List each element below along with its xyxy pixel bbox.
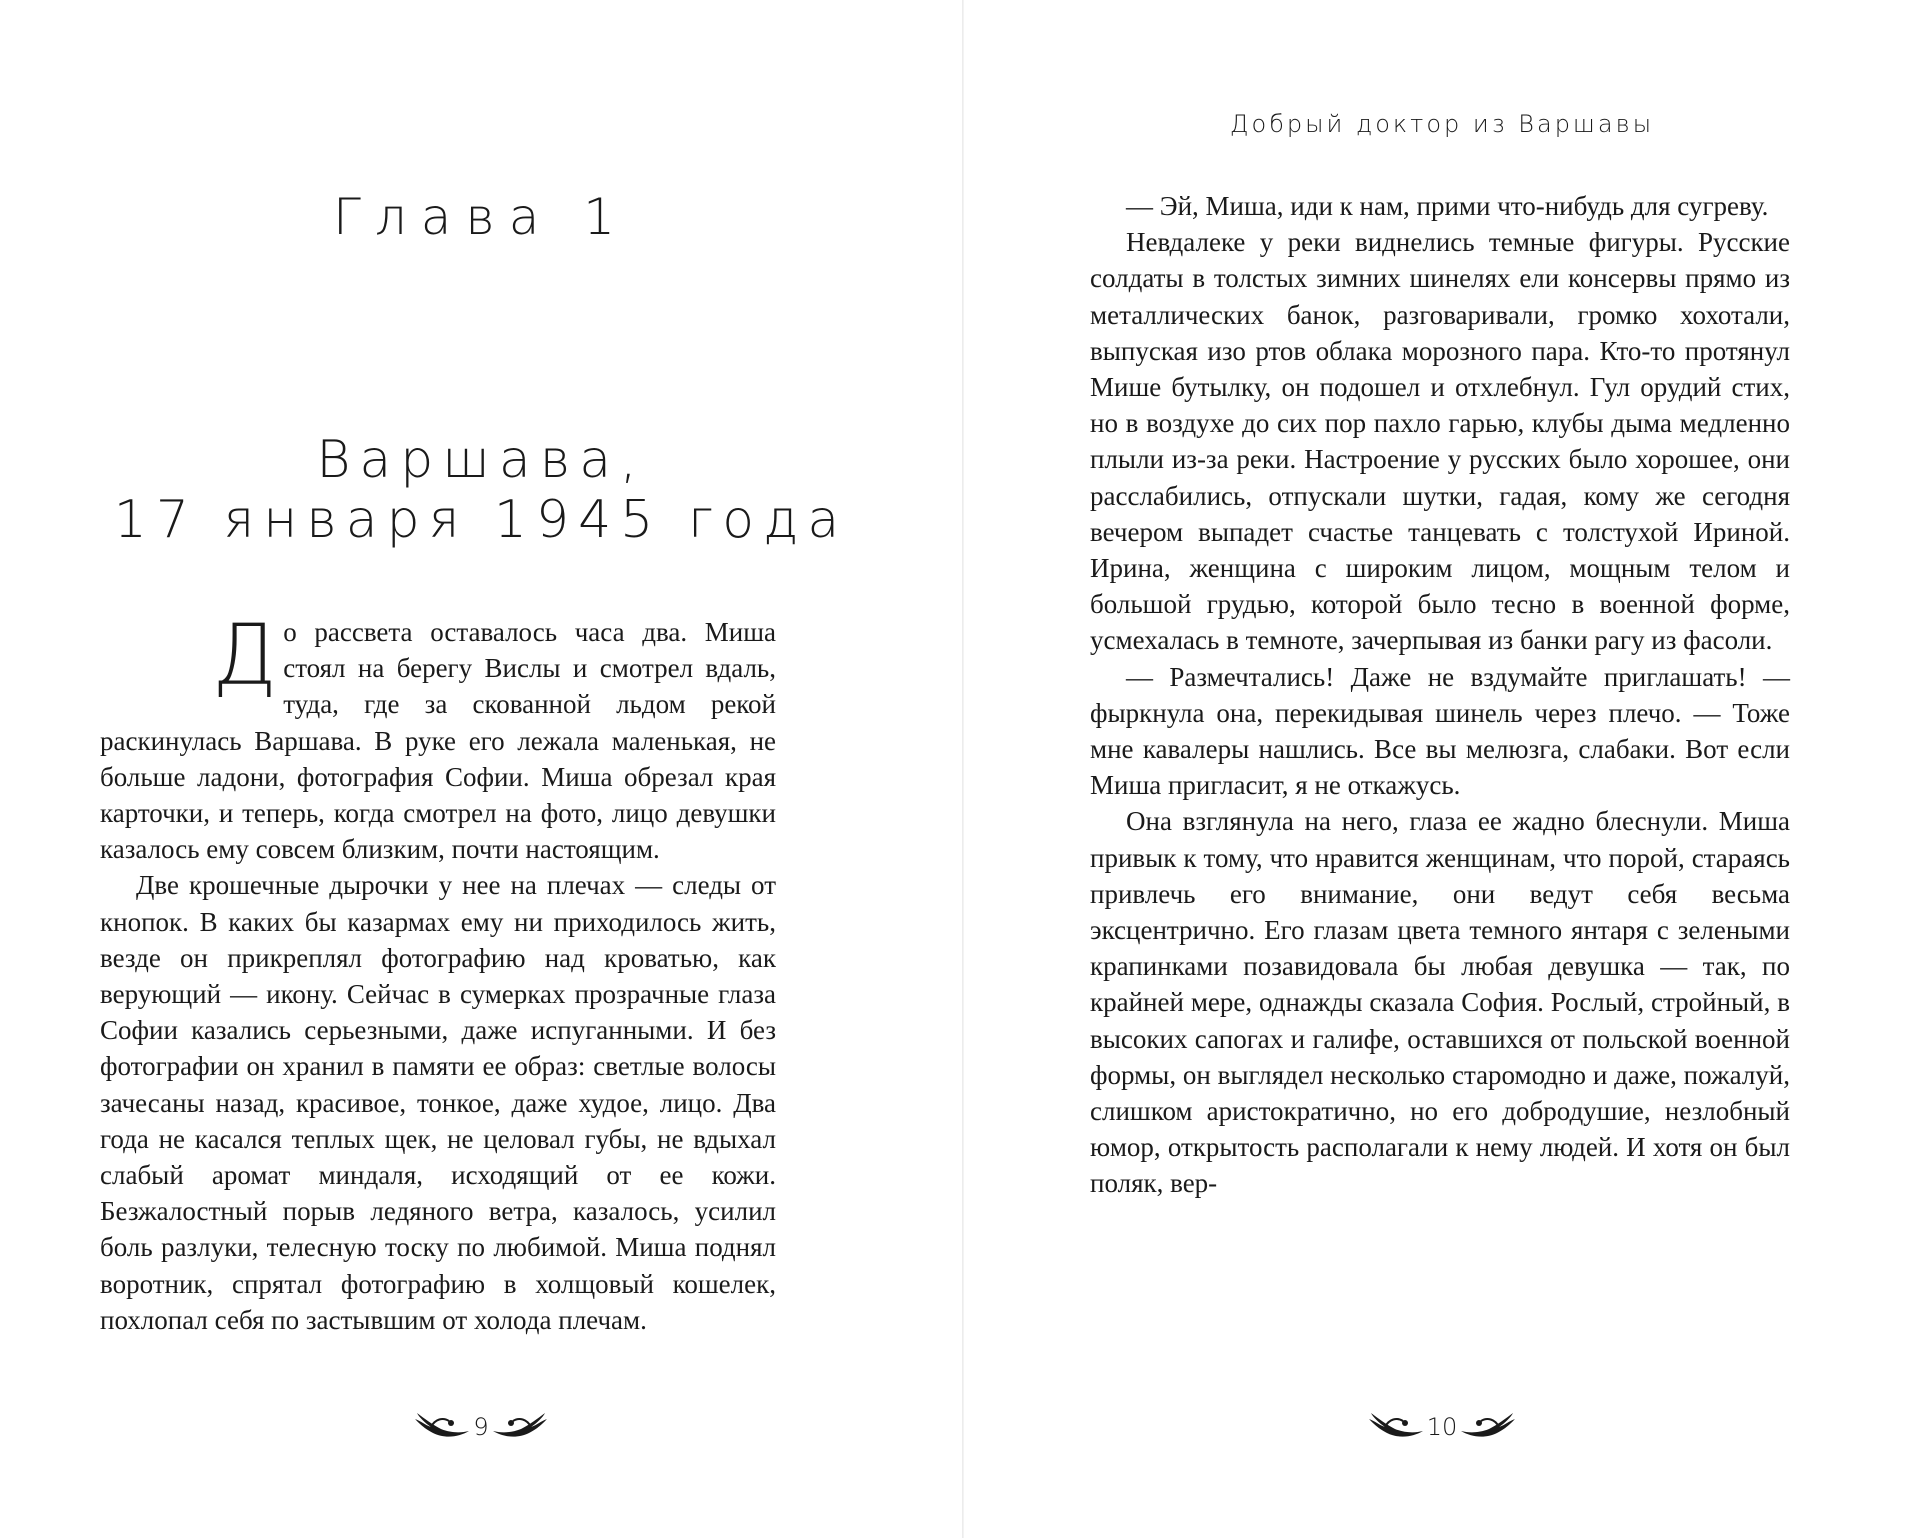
page-number: 10 — [1426, 1413, 1458, 1441]
paragraph-text: о рассвета оставалось часа два. Миша стоял на берегу Вислы и смотрел вдаль, туда, где за скованной льдом рекой раскинулась Варшава. В руке его лежала маленькая, не больше ладони, фотография Софии. Миша обрезал края карточки, и теперь, когда смотрел на фото, лицо девушки казалось ему совсем близким, почти настоящим. — [100, 617, 776, 865]
right-body-text — [1090, 188, 1790, 1202]
paragraph: — Размечтались! Даже не вздумайте приглашать! — фыркнула она, перекидывая шинель через плечо. — Тоже мне кавалеры нашлись. Все вы мелюзга, слабаки. Вот если Миша пригласит, я не откажусь. — [1090, 661, 1790, 801]
flourish-left-icon — [1365, 1405, 1425, 1449]
right-page — [964, 0, 1920, 1538]
paragraph: Невдалеке у реки виднелись темные фигуры. Русские солдаты в толстых зимних шинелях ели консервы прямо из металлических банок, разговаривали, громко хохотали, выпуская изо ртов облака морозного пара. Кто-то протянул Мише бутылку, он подошел и отхлебнул. Гул орудий стих, но в воздухе до сих пор пахло гарью, клубы дыма медленно плыли из-за реки. Настроение у русских было хорошее, они расслабились, отпускали шутки, гадая, кому же сегодня вечером выпадет счастье танцевать с толстухой Ириной. Ирина, женщина с широким лицом, мощным телом и большой грудью, которой было тесно в военной форме, усмехалась в темноте, зачерпывая из банки рагу из фасоли. — [1090, 227, 1790, 656]
paragraph: — Эй, Миша, иди к нам, прими что-нибудь для сугреву. — [1126, 191, 1769, 221]
flourish-right-icon — [1459, 1405, 1519, 1449]
paragraph: Она взглянула на него, глаза ее жадно блеснули. Миша привык к тому, что нравится женщинам, что порой, стараясь привлечь его внимание, они ведут себя весьма эксцентрично. Его глазам цвета темного янтаря с зелеными крапинками позавидовала бы любая девушка — так, по крайней мере, однажды сказала София. Рослый, стройный, в высоких сапогах и галифе, оставшихся от польской военной формы, он выглядел несколько старомодно и даже, пожалуй, слишком аристократично, но его добродушие, незлобный юмор, открытость располагали к нему людей. И хотя он был поляк, вер- — [1090, 806, 1790, 1199]
chapter-title: Глава 1 — [332, 188, 630, 246]
flourish-right-icon — [491, 1405, 551, 1449]
left-body-text — [100, 606, 776, 1338]
page-number-block — [0, 1405, 962, 1449]
drop-cap: Д — [212, 606, 278, 704]
page-number-block — [964, 1405, 1920, 1449]
date-line: 17 января 1945 года — [113, 490, 849, 550]
page-number: 9 — [473, 1413, 489, 1441]
place-line: Варшава, — [316, 430, 646, 490]
paragraph — [100, 606, 776, 867]
flourish-left-icon — [411, 1405, 471, 1449]
paragraph: Две крошечные дырочки у нее на плечах — следы от кнопок. В каких бы казармах ему ни приходилось жить, везде он прикреплял фотографию над кроватью, как верующий — икону. Сейчас в сумерках прозрачные глаза Софии казались серьезными, даже испуганными. И без фотографии он хранил в памяти ее образ: светлые волосы зачесаны назад, красивое, тонкое, даже худое, лицо. Два года не касался теплых щек, не целовал губы, не вдыхал слабый аромат миндаля, исходящий от ее кожи. Безжалостный порыв ледяного ветра, казалось, усилил боль разлуки, телесную тоску по любимой. Миша поднял воротник, спрятал фотографию в холщовый кошелек, похлопал себя по застывшим от холода плечам. — [100, 870, 776, 1335]
running-head: Добрый доктор из Варшавы — [1229, 110, 1655, 138]
chapter-place-date — [0, 430, 962, 550]
